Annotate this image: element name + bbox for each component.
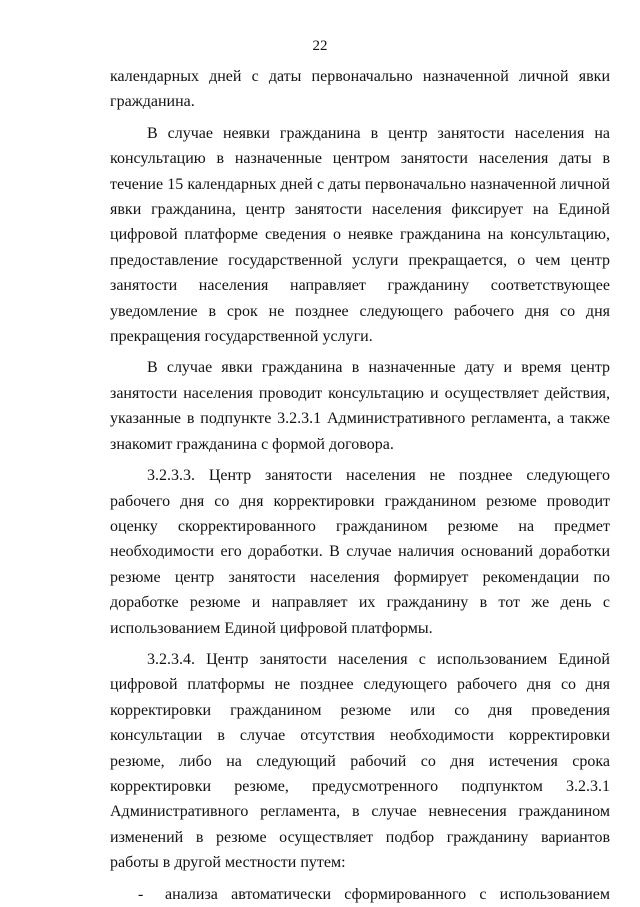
paragraph-continuation: календарных дней с даты первоначально назначенной личной явки гражданина.	[110, 68, 610, 111]
document-body	[110, 64, 610, 907]
paragraph-3-2-3-3: 3.2.3.3. Центр занятости населения не позднее следующего рабочего дня со дня корректировки гражданином резюме проводит оценку скорректированного гражданином резюме на предмет необходимости его доработки. В случае наличия оснований доработки резюме центр занятости населения формирует рекомендации по доработке резюме и направляет их гражданину в тот же день с использованием Единой цифровой платформы.	[110, 467, 610, 637]
paragraph-appearance: В случае явки гражданина в назначенные дату и время центр занятости населения проводит консультацию и осуществляет действия, указанные в подпункте 3.2.3.1 Административного регламента, а также знакомит гражданина с формой договора.	[110, 359, 610, 453]
list-item-text: анализа автоматически сформированного с использованием	[165, 885, 610, 903]
page-number: 22	[312, 38, 328, 54]
paragraph-nonappearance: В случае неявки гражданина в центр занятости населения на консультацию в назначенные центром занятости населения даты в течение 15 календарных дней с даты первоначально назначенной личной явки гражданина, центр занятости населения фиксирует на Единой цифровой платформе сведения о неявке гражданина на консультацию, предоставление государственной услуги прекращается, о чем центр занятости населения направляет гражданину соответствующее уведомление в срок не позднее следующего рабочего дня со дня прекращения государственной услуги.	[110, 124, 610, 346]
paragraph-3-2-3-4: 3.2.3.4. Центр занятости населения с использованием Единой цифровой платформы не позднее следующего рабочего дня со дня корректировки гражданином резюме или со дня проведения консультации в случае отсутствия необходимости корректировки резюме, либо на следующий рабочий со дня истечения срока корректировки резюме, предусмотренного подпунктом 3.2.3.1 Административного регламента, в случае невнесения гражданином изменений в резюме осуществляет подбор гражданину вариантов работы в другой местности путем:	[110, 650, 610, 872]
list-item	[110, 882, 610, 907]
bullet-dash: -	[138, 885, 144, 903]
